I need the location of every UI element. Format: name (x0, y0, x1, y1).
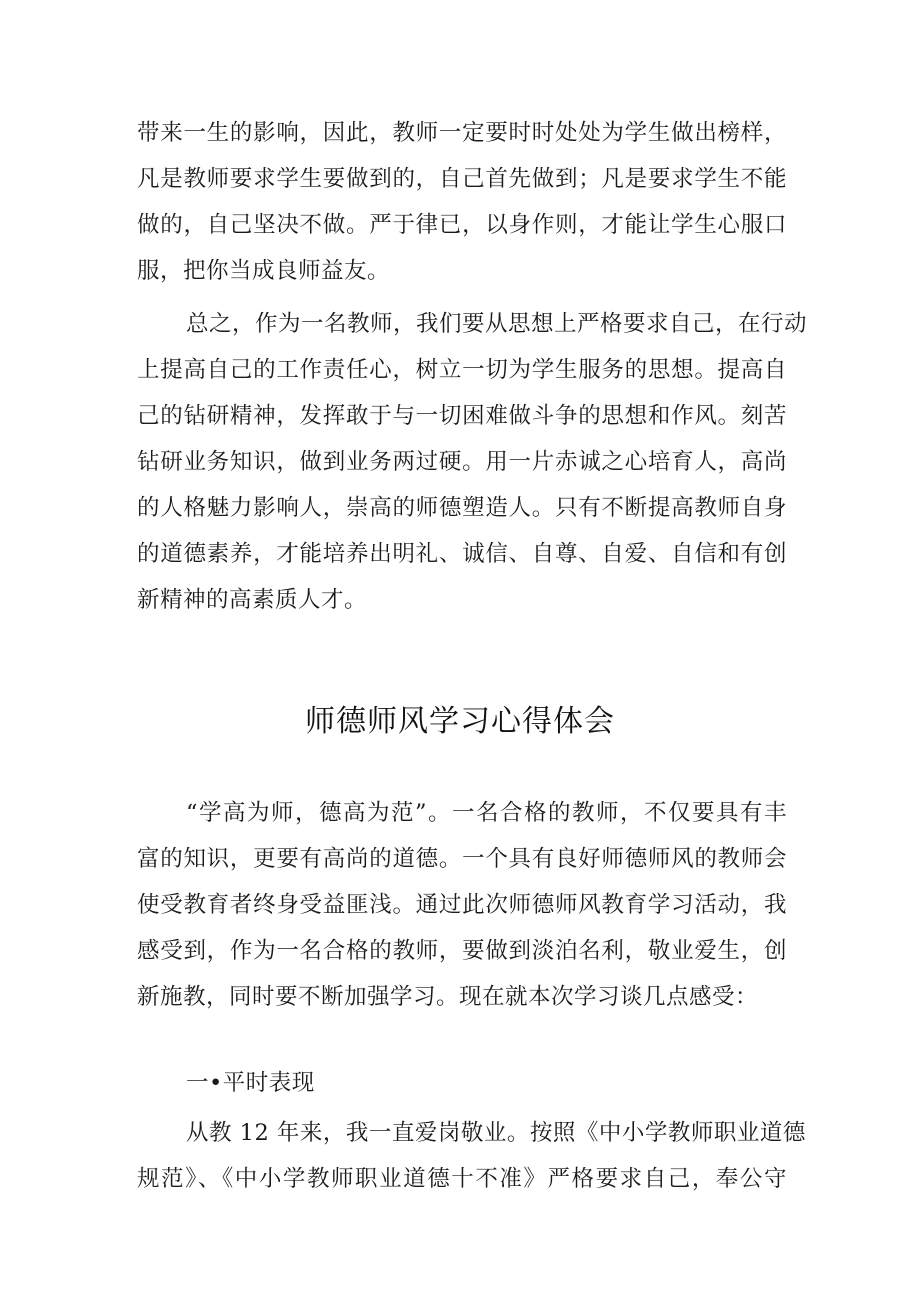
text-line: 带来一生的影响，因此，教师一定要时时处处为学生做出榜样， (137, 120, 787, 146)
text-line: 上提高自己的工作责任心，树立一切为学生服务的思想。提高自 (137, 357, 787, 383)
text-line: 富的知识，更要有高尚的道德。一个具有良好师德师风的教师会 (137, 846, 787, 872)
text-line: 从教 12 年来，我一直爱岗敬业。按照《中小学教师职业道德 (186, 1120, 806, 1146)
text-line: 新精神的高素质人才。 (137, 587, 368, 613)
text-line: 总之，作为一名教师，我们要从思想上严格要求自己，在行动 (186, 311, 808, 337)
text-line: 己的钻研精神，发挥敢于与一切困难做斗争的思想和作风。刻苦 (137, 403, 787, 429)
text-line: 的道德素养，才能培养出明礼、诚信、自尊、自爱、自信和有创 (137, 541, 787, 567)
text-line: 使受教育者终身受益匪浅。通过此次师德师风教育学习活动，我 (137, 892, 787, 918)
text-line: 感受到，作为一名合格的教师，要做到淡泊名利，敬业爱生，创 (137, 938, 787, 964)
text-line: 服，把你当成良师益友。 (137, 258, 391, 284)
document-title: 师德师风学习心得体会 (305, 704, 615, 739)
text-line: 做的，自己坚决不做。严于律已，以身作则，才能让学生心服口 (137, 212, 787, 238)
text-line: 新施教，同时要不断加强学习。现在就本次学习谈几点感受： (137, 984, 759, 1010)
text-line: “学高为师，德高为范”。一名合格的教师，不仅要具有丰 (186, 800, 787, 826)
section-heading: 一•平时表现 (186, 1070, 315, 1096)
text-line: 的人格魅力影响人，崇高的师德塑造人。只有不断提高教师自身 (137, 495, 787, 521)
text-line: 钻研业务知识，做到业务两过硬。用一片赤诚之心培育人，高尚 (137, 449, 787, 475)
text-line: 规范》、《中小学教师职业道德十不准》严格要求自己，奉公守 (137, 1166, 787, 1192)
text-line: 凡是教师要求学生要做到的，自己首先做到；凡是要求学生不能 (137, 166, 787, 192)
